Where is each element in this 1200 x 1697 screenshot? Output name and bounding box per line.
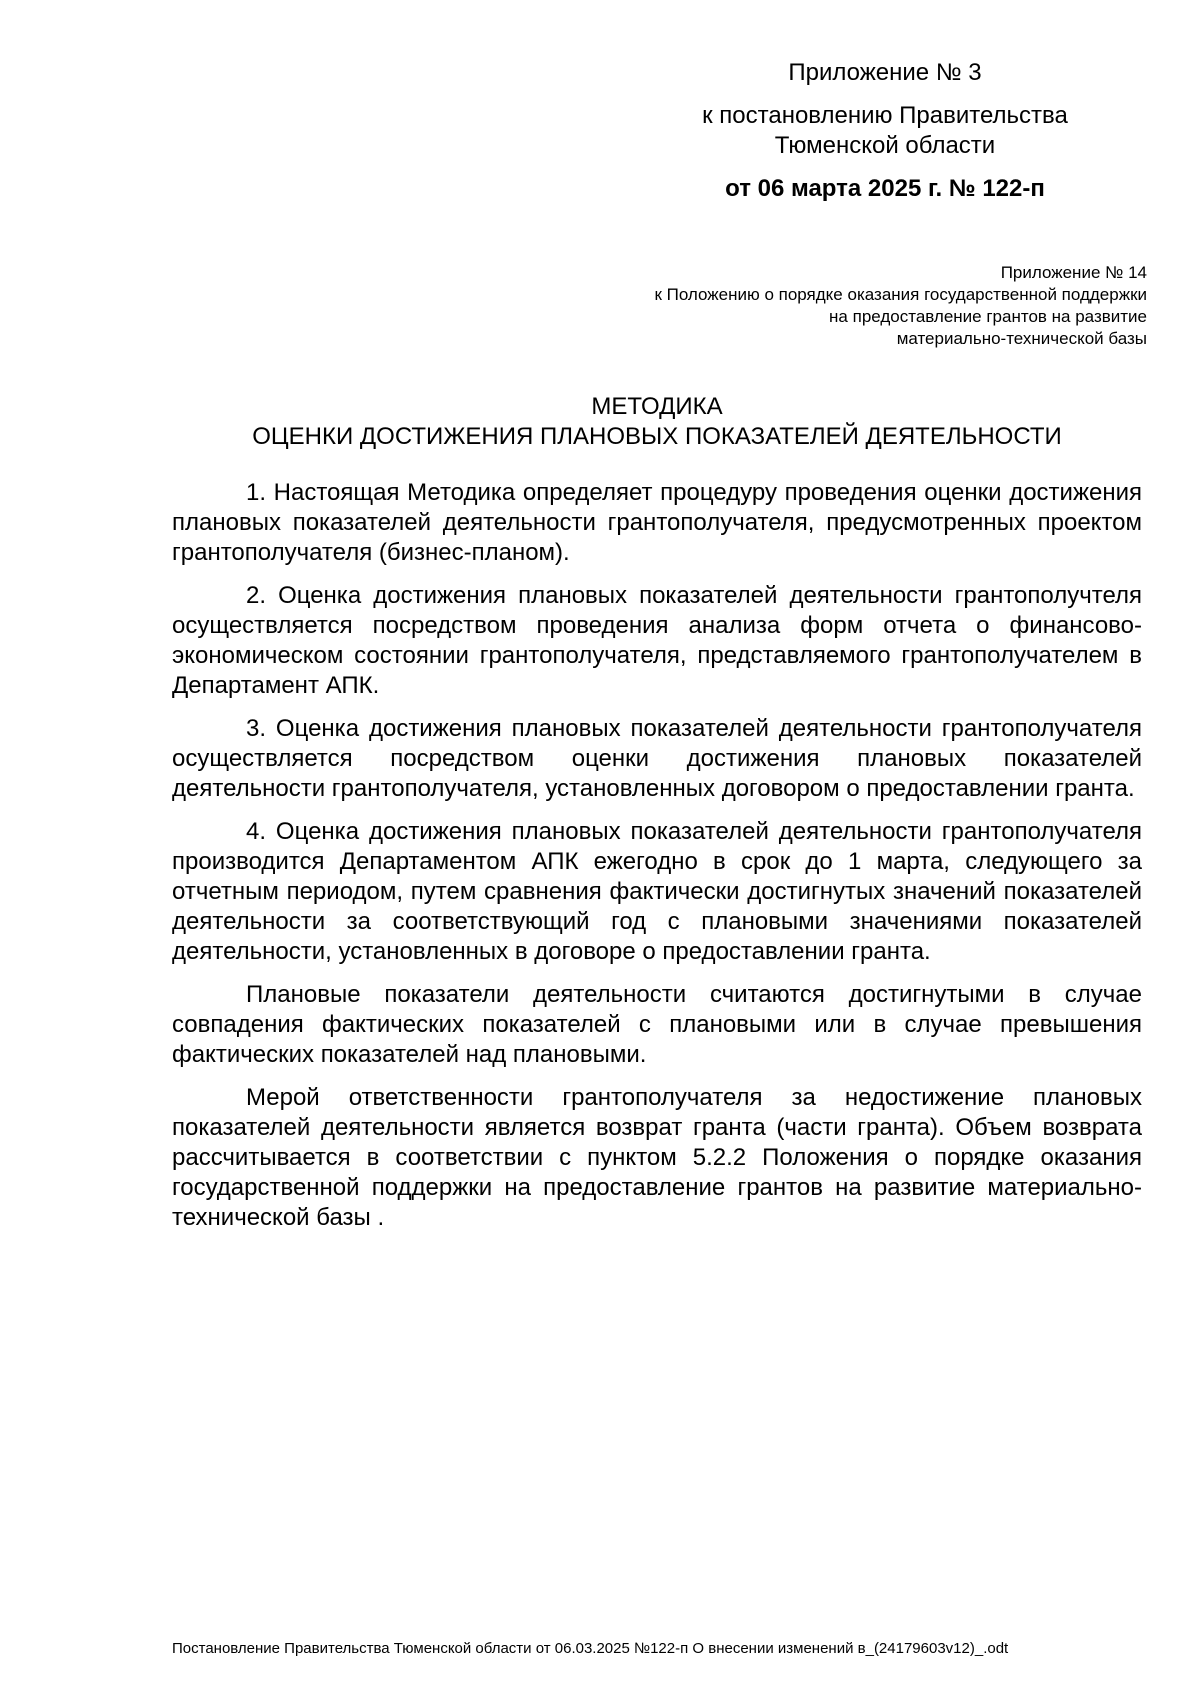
sub-appendix-line-3: на предоставление грантов на развитие [829,307,1147,326]
paragraph-6: Мерой ответственности грантополучателя за недостижение плановых показателей деятельности является возврат гранта (части гранта). Объем возврата рассчитывается в соответствии с пунктом 5.2.2 Положения о порядке оказания государственной поддержки на предоставление грантов на развитие материально-технической базы . [172,1084,1142,1231]
resolution-line-1: к постановлению Правительства [702,102,1068,129]
sub-appendix-block [447,262,1147,350]
paragraph-2: 2. Оценка достижения плановых показателей деятельности грантополучтеля осуществляется посредством проведения анализа форм отчета о финансово-экономическом состоянии грантополучателя, представляемого грантополучателем в Департамент АПК. [172,582,1142,699]
paragraph-5: Плановые показатели деятельности считаются достигнутыми в случае совпадения фактических показателей с плановыми или в случае превышения фактических показателей над плановыми. [172,981,1142,1068]
title-line-1: МЕТОДИКА [591,393,723,420]
appendix-header [650,58,1120,204]
sub-appendix-line-2: к Положению о порядке оказания государственной поддержки [654,285,1147,304]
resolution-date-number: от 06 марта 2025 г. № 122-п [725,175,1045,202]
document-title [172,392,1142,452]
page-footer: Постановление Правительства Тюменской области от 06.03.2025 №122-п О внесении изменений в_(24179603v12)_.odt [172,1640,1009,1657]
document-body [172,478,1142,1246]
sub-appendix-line-4: материально-технической базы [896,329,1147,348]
paragraph-1: 1. Настоящая Методика определяет процедуру проведения оценки достижения плановых показателей деятельности грантополучателя, предусмотренных проектом грантополучателя (бизнес-планом). [172,479,1142,566]
appendix-number: Приложение № 3 [788,59,982,86]
resolution-line-2: Тюменской области [774,132,996,159]
sub-appendix-number: Приложение № 14 [1000,263,1147,282]
paragraph-4: 4. Оценка достижения плановых показателей деятельности грантополучателя производится Департаментом АПК ежегодно в срок до 1 марта, следующего за отчетным периодом, путем сравнения фактически достигнутых значений показателей деятельности за соответствующий год с плановыми значениями показателей деятельности, установленных в договоре о предоставлении гранта. [172,818,1142,965]
title-line-2: ОЦЕНКИ ДОСТИЖЕНИЯ ПЛАНОВЫХ ПОКАЗАТЕЛЕЙ ДЕЯТЕЛЬНОСТИ [252,423,1062,450]
paragraph-3: 3. Оценка достижения плановых показателей деятельности грантополучателя осуществляется посредством оценки достижения плановых показателей деятельности грантополучателя, установленных договором о предоставлении гранта. [172,715,1142,802]
